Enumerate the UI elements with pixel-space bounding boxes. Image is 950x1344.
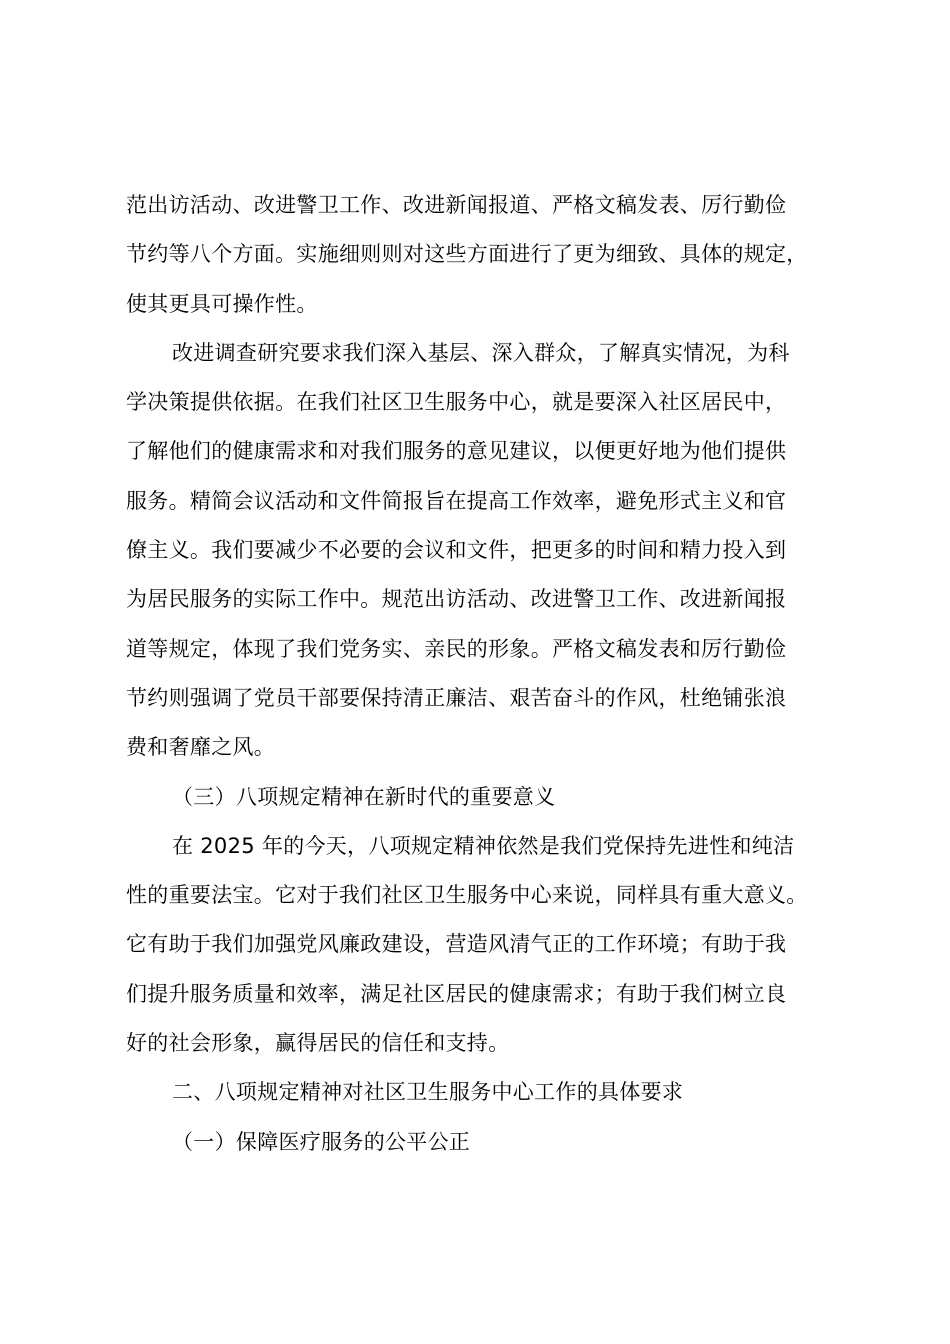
text-line: 道等规定，体现了我们党务实、亲民的形象。严格文稿发表和厉行勤俭: [126, 636, 787, 661]
subheading-1: （一）保障医疗服务的公平公正: [172, 1129, 471, 1154]
text-line: 学决策提供依据。在我们社区卫生服务中心，就是要深入社区居民中，: [126, 390, 787, 415]
text-line: 使其更具可操作性。: [126, 291, 318, 316]
text-line: 费和奢靡之风。: [126, 735, 276, 760]
paragraph-3: [126, 822, 856, 1068]
paragraph-1: [126, 181, 856, 329]
text-line: 它有助于我们加强党风廉政建设，营造风清气正的工作环境；有助于我: [126, 932, 787, 957]
text-line: 们提升服务质量和效率，满足社区居民的健康需求；有助于我们树立良: [126, 981, 787, 1006]
text-line: 节约等八个方面。实施细则则对这些方面进行了更为细致、具体的规定，: [126, 242, 808, 267]
text-line: 了解他们的健康需求和对我们服务的意见建议，以便更好地为他们提供: [126, 439, 787, 464]
text-line: 在 2025 年的今天，八项规定精神依然是我们党保持先进性和纯洁: [172, 833, 795, 858]
text-line: 节约则强调了党员干部要保持清正廉洁、艰苦奋斗的作风，杜绝铺张浪: [126, 685, 787, 710]
text-line: 范出访活动、改进警卫工作、改进新闻报道、严格文稿发表、厉行勤俭: [126, 193, 787, 217]
text-line: 为居民服务的实际工作中。规范出访活动、改进警卫工作、改进新闻报: [126, 587, 787, 612]
document-body: [126, 181, 856, 1167]
text-line: 好的社会形象，赢得居民的信任和支持。: [126, 1031, 510, 1056]
text-line: 僚主义。我们要减少不必要的会议和文件，把更多的时间和精力投入到: [126, 538, 787, 563]
section-heading-3: （三）八项规定精神在新时代的重要意义: [172, 784, 556, 809]
text-line: 改进调查研究要求我们深入基层、深入群众，了解真实情况，为科: [172, 340, 790, 365]
text-line: 服务。精简会议活动和文件简报旨在提高工作效率，避免形式主义和官: [126, 488, 787, 513]
section-heading-2: 二、八项规定精神对社区卫生服务中心工作的具体要求: [172, 1080, 684, 1105]
text-line: 性的重要法宝。它对于我们社区卫生服务中心来说，同样具有重大意义。: [126, 883, 808, 908]
paragraph-2: [126, 329, 856, 773]
